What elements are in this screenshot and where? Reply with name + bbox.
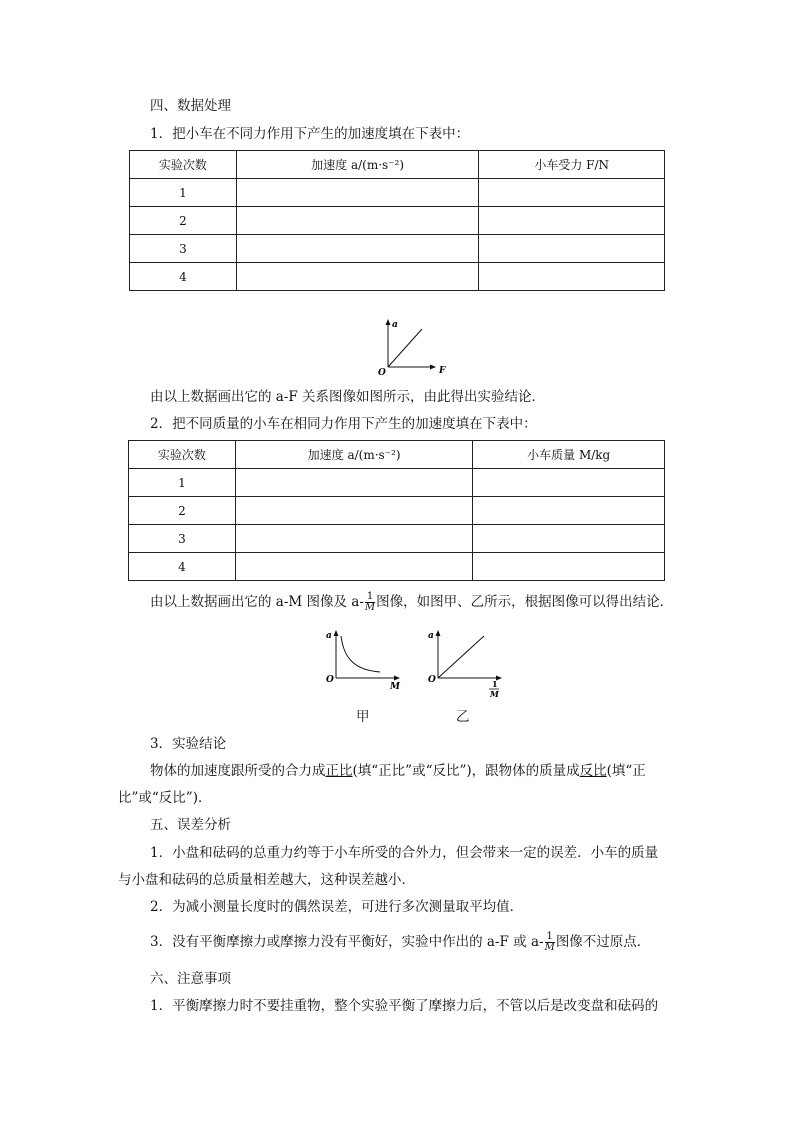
table-cell[interactable] xyxy=(235,469,473,497)
table-cell[interactable] xyxy=(479,263,665,291)
table-header: 小车受力 F/N xyxy=(479,151,665,179)
x-label: F xyxy=(439,366,446,376)
origin-label: O xyxy=(428,675,436,685)
y-axis-arrow xyxy=(386,319,391,325)
a-m-graph-jia xyxy=(318,624,408,690)
a-f-graph xyxy=(370,315,450,377)
item3-part1: 3．没有平衡摩擦力或摩擦力没有平衡好，实验中作出的 a-F 或 a- xyxy=(150,934,544,950)
a-1-over-m-graph-yi xyxy=(420,624,510,698)
table-row xyxy=(130,263,665,291)
caption-yi: 乙 xyxy=(456,709,470,725)
row-index: 2 xyxy=(130,207,237,235)
section4-text2 xyxy=(150,592,673,613)
table-cell[interactable] xyxy=(479,235,665,263)
acceleration-mass-table xyxy=(128,440,665,581)
conclusion-text: 物体的加速度跟所受的合力成 xyxy=(150,763,326,779)
table-header: 实验次数 xyxy=(130,151,237,179)
table-header: 实验次数 xyxy=(129,441,236,469)
linear-line xyxy=(438,636,484,678)
table-row xyxy=(130,207,665,235)
table-cell[interactable] xyxy=(479,207,665,235)
section4-item3: 3．实验结论 xyxy=(150,736,227,752)
table-cell[interactable] xyxy=(479,179,665,207)
conclusion-line2: 比”或“反比”)． xyxy=(118,790,212,806)
section5-item3 xyxy=(150,932,650,953)
answer-proportional: 正比 xyxy=(325,763,353,779)
fraction-1-over-m: $\frac{1}{M}$ xyxy=(544,931,555,953)
answer-inverse: 反比 xyxy=(579,763,607,779)
table-cell[interactable] xyxy=(473,553,665,581)
linear-line xyxy=(388,329,422,367)
acceleration-force-table xyxy=(129,150,665,291)
text2-part1: 由以上数据画出它的 a-M 图像及 a- xyxy=(150,594,364,610)
x-label: M xyxy=(390,682,400,690)
text2-part2: 图像，如图甲、乙所示，根据图像可以得出结论． xyxy=(376,594,674,610)
table-cell[interactable] xyxy=(236,207,479,235)
section5-heading: 五、误差分析 xyxy=(150,817,231,833)
x-label-num: 1 xyxy=(492,679,498,689)
x-axis-arrow xyxy=(394,676,400,681)
table-header: 加速度 a/(m·s⁻²) xyxy=(235,441,473,469)
row-index: 4 xyxy=(129,553,236,581)
table-cell[interactable] xyxy=(235,497,473,525)
row-index: 1 xyxy=(129,469,236,497)
table-row xyxy=(129,553,665,581)
section5-item2: 2．为减小测量长度时的偶然误差，可进行多次测量取平均值． xyxy=(150,899,524,915)
table-cell[interactable] xyxy=(473,497,665,525)
table-cell[interactable] xyxy=(473,469,665,497)
y-axis-arrow xyxy=(334,630,339,636)
table-row xyxy=(129,497,665,525)
row-index: 3 xyxy=(129,525,236,553)
table-cell[interactable] xyxy=(473,525,665,553)
section4-item2: 2．把不同质量的小车在相同力作用下产生的加速度填在下表中： xyxy=(150,416,537,432)
y-label: a xyxy=(428,631,434,641)
origin-label: O xyxy=(326,675,334,685)
section4-heading: 四、数据处理 xyxy=(150,98,231,114)
item3-part2: 图像不过原点． xyxy=(555,934,651,950)
fraction-1-over-m: $\frac{1}{M}$ xyxy=(364,591,376,613)
table-row xyxy=(129,525,665,553)
conclusion-line1 xyxy=(150,762,646,780)
caption-jia: 甲 xyxy=(356,709,370,725)
x-label-den: M xyxy=(490,689,499,698)
conclusion-text: (填“正 xyxy=(606,763,646,779)
row-index: 2 xyxy=(129,497,236,525)
table-row xyxy=(129,469,665,497)
section6-heading: 六、注意事项 xyxy=(150,971,231,987)
row-index: 3 xyxy=(130,235,237,263)
table-header: 加速度 a/(m·s⁻²) xyxy=(236,151,479,179)
table-cell[interactable] xyxy=(236,179,479,207)
section4-item1: 1．把小车在不同力作用下产生的加速度填在下表中： xyxy=(150,126,470,142)
section5-item1-line1: 1．小盘和砝码的总重力约等于小车所受的合外力，但会带来一定的误差．小车的质量 xyxy=(150,845,659,861)
conclusion-text: (填“正比”或“反比”)，跟物体的质量成 xyxy=(352,763,580,779)
table-row xyxy=(130,235,665,263)
y-axis-arrow xyxy=(436,630,441,636)
row-index: 4 xyxy=(130,263,237,291)
table-cell[interactable] xyxy=(236,235,479,263)
section6-item1: 1．平衡摩擦力时不要挂重物，整个实验平衡了摩擦力后，不管以后是改变盘和砝码的 xyxy=(150,998,659,1014)
table-header: 小车质量 M/kg xyxy=(473,441,665,469)
table-cell[interactable] xyxy=(235,525,473,553)
section4-text1: 由以上数据画出它的 a-F 关系图像如图所示，由此得出实验结论． xyxy=(150,389,546,405)
table-row xyxy=(130,179,665,207)
x-axis-arrow xyxy=(430,365,436,370)
row-index: 1 xyxy=(130,179,237,207)
y-label: a xyxy=(392,320,398,330)
y-label: a xyxy=(326,631,332,641)
table-header-row xyxy=(129,441,665,469)
table-header-row xyxy=(130,151,665,179)
inverse-curve xyxy=(341,636,380,672)
section5-item1-line2: 与小盘和砝码的总质量相差越大，这种误差越小． xyxy=(118,872,415,888)
table-cell[interactable] xyxy=(236,263,479,291)
origin-label: O xyxy=(378,368,386,377)
table-cell[interactable] xyxy=(235,553,473,581)
